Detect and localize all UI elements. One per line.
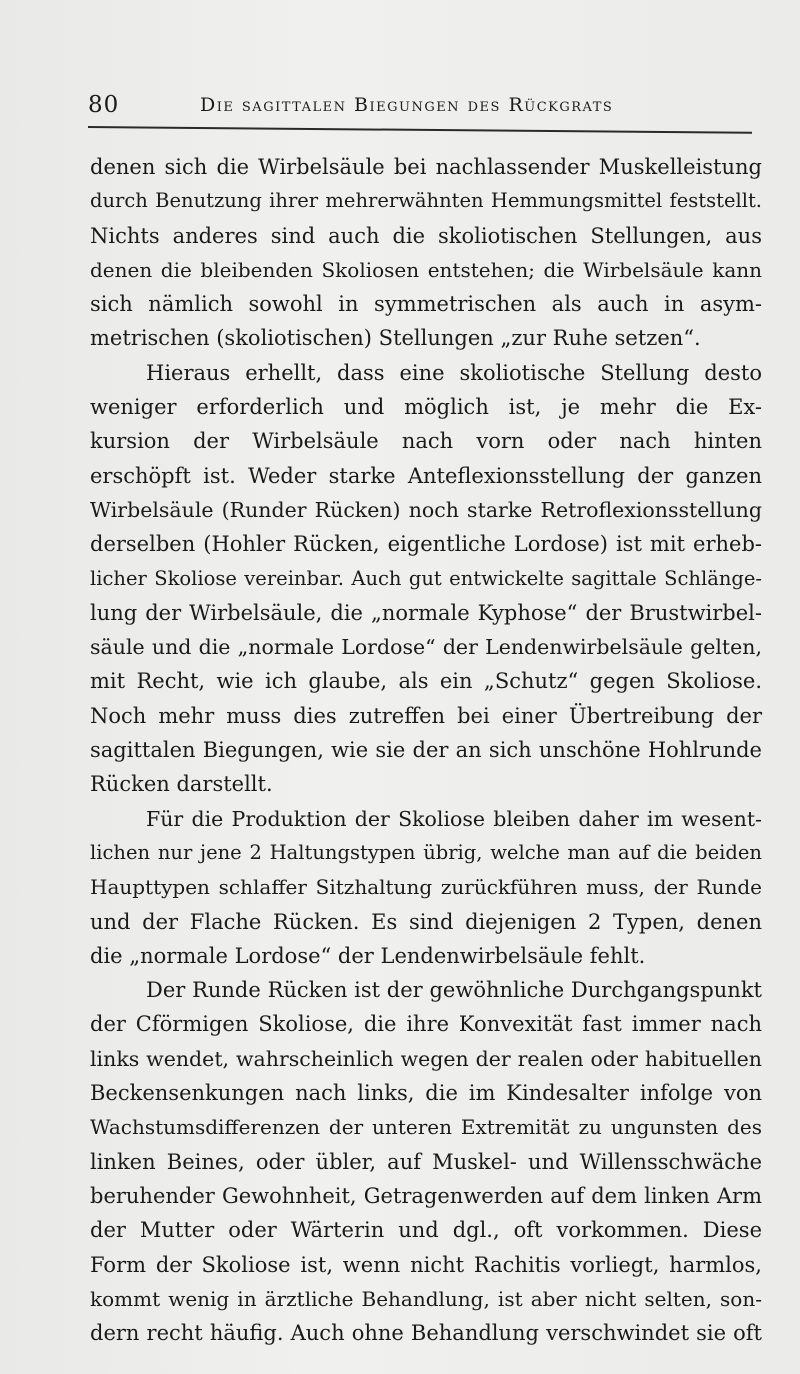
text-line: der Mutter oder Wärterin und dgl., oft vorkommen. Diese xyxy=(90,1218,762,1243)
page-header xyxy=(88,90,752,130)
text-line: Wachstumsdifferenzen der unteren Extremität zu ungunsten des xyxy=(90,1115,762,1140)
text-line: Beckensenkungen nach links, die im Kindesalter infolge von xyxy=(90,1081,762,1106)
text-line: weniger erforderlich und möglich ist, je mehr die Ex- xyxy=(90,395,762,420)
text-line: Form der Skoliose ist, wenn nicht Rachitis vorliegt, harmlos, xyxy=(90,1252,762,1277)
text-line: metrischen (skoliotischen) Stellungen „zur Ruhe setzen“. xyxy=(90,326,701,351)
text-line: sich nämlich sowohl in symmetrischen als auch in asym- xyxy=(90,292,762,317)
text-line: lung der Wirbelsäule, die „normale Kyphose“ der Brustwirbel- xyxy=(90,600,762,625)
text-line: kommt wenig in ärztliche Behandlung, ist aber nicht selten, son- xyxy=(90,1286,762,1311)
text-line: kursion der Wirbelsäule nach vorn oder nach hinten xyxy=(90,429,762,454)
running-title: Die sagittalen Biegungen des Rückgrats xyxy=(200,94,614,116)
text-line: lichen nur jene 2 Haltungstypen übrig, welche man auf die beiden xyxy=(90,840,762,864)
text-line: der Cförmigen Skoliose, die ihre Konvexität fast immer nach xyxy=(90,1012,762,1037)
text-line: licher Skoliose vereinbar. Auch gut entwickelte sagittale Schlänge- xyxy=(90,566,762,590)
text-line: Wirbelsäule (Runder Rücken) noch starke Retroflexionsstellung xyxy=(90,497,762,522)
text-line: derselben (Hohler Rücken, eigentliche Lordose) ist mit erheb- xyxy=(90,532,762,557)
text-line: linken Beines, oder übler, auf Muskel- und Willensschwäche xyxy=(90,1149,762,1174)
text-line: Nichts anderes sind auch die skoliotischen Stellungen, aus xyxy=(90,223,762,248)
text-line: säule und die „normale Lordose“ der Lendenwirbelsäule gelten, xyxy=(90,635,762,660)
text-line: sagittalen Biegungen, wie sie der an sich unschöne Hohlrunde xyxy=(90,738,762,763)
text-line: durch Benutzung ihrer mehrerwähnten Hemmungsmittel feststellt. xyxy=(90,189,762,213)
text-line: mit Recht, wie ich glaube, als ein „Schutz“ gegen Skoliose. xyxy=(90,669,762,694)
text-line: beruhender Gewohnheit, Getragenwerden auf dem linken Arm xyxy=(90,1183,762,1208)
text-line: die „normale Lordose“ der Lendenwirbelsäule fehlt. xyxy=(90,943,646,968)
text-line: denen die bleibenden Skoliosen entstehen; die Wirbelsäule kann xyxy=(90,257,762,282)
body-text xyxy=(90,150,762,1350)
text-line: Der Runde Rücken ist der gewöhnliche Durchgangspunkt xyxy=(146,978,762,1003)
text-line: Für die Produktion der Skoliose bleiben daher im wesent- xyxy=(146,806,762,831)
header-rule xyxy=(88,126,752,134)
text-line: und der Flache Rücken. Es sind diejenigen 2 Typen, denen xyxy=(90,909,762,934)
text-line: erschöpft ist. Weder starke Anteflexionsstellung der ganzen xyxy=(90,463,762,488)
text-line: Haupttypen schlaffer Sitzhaltung zurückführen muss, der Runde xyxy=(90,875,762,900)
page-number: 80 xyxy=(88,92,120,118)
text-line: dern recht häufig. Auch ohne Behandlung verschwindet sie oft xyxy=(90,1321,762,1346)
text-line: Rücken darstellt. xyxy=(90,772,273,797)
text-line: Hieraus erhellt, dass eine skoliotische Stellung desto xyxy=(146,360,762,385)
text-line: Noch mehr muss dies zutreffen bei einer Übertreibung der xyxy=(90,703,762,728)
text-line: links wendet, wahrscheinlich wegen der realen oder habituellen xyxy=(90,1046,762,1071)
text-line: denen sich die Wirbelsäule bei nachlassender Muskelleistung xyxy=(90,155,762,179)
